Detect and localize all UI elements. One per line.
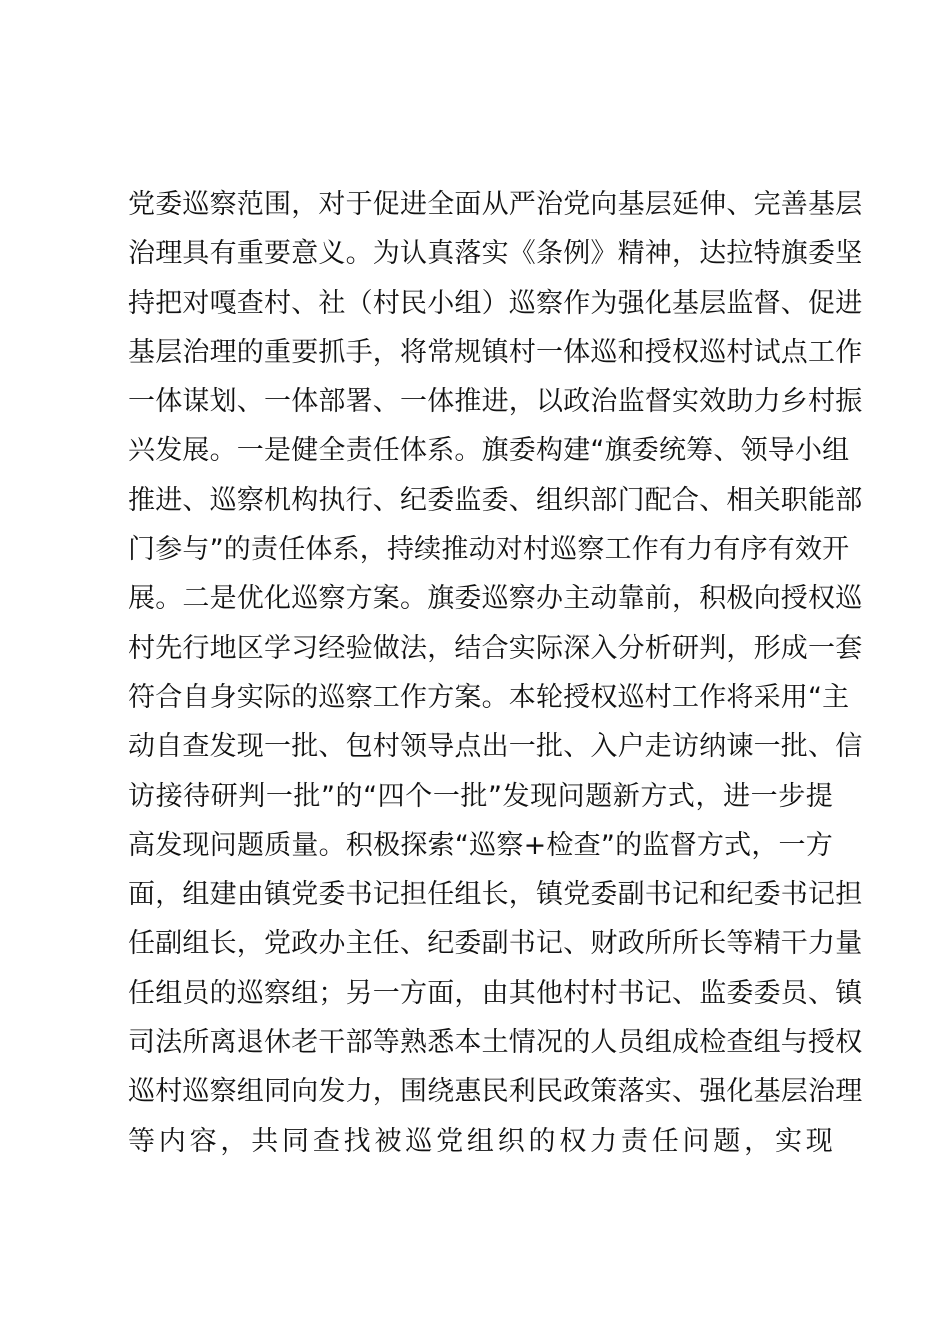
- text-line-16: 任副组长，党政办主任、纪委副书记、财政所所长等精干力量: [128, 928, 863, 960]
- text-line-19: 巡村巡察组同向发力，围绕惠民利民政策落实、强化基层治理: [128, 1076, 863, 1108]
- text-line-2: 治理具有重要意义。为认真落实《条例》精神，达拉特旗委坚: [128, 238, 863, 270]
- text-line-6: 兴发展。一是健全责任体系。旗委构建“旗委统筹、领导小组: [128, 435, 850, 467]
- text-line-4: 基层治理的重要抓手，将常规镇村一体巡和授权巡村试点工作: [128, 336, 863, 368]
- text-line-12: 动自查发现一批、包村领导点出一批、入户走访纳谏一批、信: [128, 731, 863, 763]
- text-line-20: 等内容，共同查找被巡党组织的权力责任问题，实现: [128, 1125, 833, 1157]
- text-line-15: 面，组建由镇党委书记担任组长，镇党委副书记和纪委书记担: [128, 879, 863, 911]
- text-line-18: 司法所离退休老干部等熟悉本土情况的人员组成检查组与授权: [128, 1027, 863, 1059]
- text-line-5: 一体谋划、一体部署、一体推进，以政治监督实效助力乡村振: [128, 386, 863, 418]
- text-line-10: 村先行地区学习经验做法，结合实际深入分析研判，形成一套: [128, 632, 863, 664]
- text-line-11: 符合自身实际的巡察工作方案。本轮授权巡村工作将采用“主: [128, 681, 850, 713]
- text-line-9: 展。二是优化巡察方案。旗委巡察办主动靠前，积极向授权巡: [128, 583, 863, 615]
- text-line-14: 高发现问题质量。积极探索“巡察+检查”的监督方式，一方: [128, 829, 833, 861]
- text-line-17: 任组员的巡察组；另一方面，由其他村村书记、监委委员、镇: [128, 977, 863, 1009]
- text-line-1: 党委巡察范围，对于促进全面从严治党向基层延伸、完善基层: [128, 189, 863, 220]
- text-line-3: 持把对嘎查村、社（村民小组）巡察作为强化基层监督、促进: [128, 287, 863, 319]
- body-paragraph: [128, 180, 863, 1166]
- text-line-8: 门参与”的责任体系，持续推动对村巡察工作有力有序有效开: [128, 534, 850, 566]
- text-line-7: 推进、巡察机构执行、纪委监委、组织部门配合、相关职能部: [128, 484, 863, 516]
- text-line-13: 访接待研判一批”的“四个一批”发现问题新方式，进一步提: [128, 780, 833, 812]
